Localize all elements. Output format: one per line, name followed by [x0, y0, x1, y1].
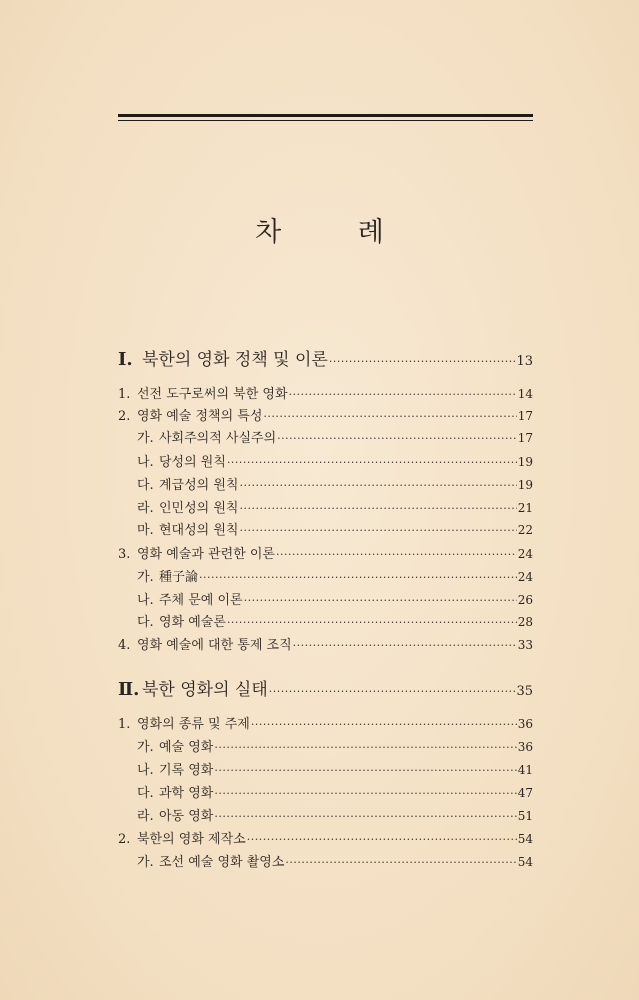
section-title: 영화 예술에 대한 통제 조직: [137, 638, 292, 653]
toc-subsection[interactable]: [118, 736, 533, 758]
part-title: 북한 영화의 실태: [142, 680, 268, 700]
dot-leader: [239, 524, 516, 537]
dot-leader: [227, 616, 517, 629]
dot-leader: [214, 787, 516, 800]
subsection-title: 조선 예술 영화 촬영소: [159, 855, 285, 870]
top-rule-thin: [118, 120, 533, 121]
page-number: 36: [517, 717, 533, 731]
dot-leader: [263, 410, 516, 423]
page-number: 17: [517, 431, 533, 445]
toc-subsection[interactable]: [118, 805, 533, 827]
page-number: 19: [517, 478, 533, 492]
section-number: 2.: [118, 832, 131, 847]
page-number: 22: [517, 523, 533, 537]
dot-leader: [329, 355, 516, 368]
toc-part[interactable]: [118, 675, 533, 703]
dot-leader: [247, 833, 517, 846]
subsection-number: 라.: [137, 809, 154, 824]
page-title: 차 례: [255, 217, 418, 248]
toc-subsection[interactable]: [118, 519, 533, 541]
dot-leader: [244, 594, 517, 607]
subsection-title: 계급성의 원칙: [159, 478, 239, 493]
subsection-number: 마.: [137, 523, 154, 538]
dot-leader: [289, 388, 517, 401]
toc-subsection[interactable]: [118, 497, 533, 519]
subsection-title: 기록 영화: [159, 763, 214, 778]
page-number: 28: [517, 615, 533, 629]
toc-section[interactable]: [118, 713, 533, 735]
toc-subsection[interactable]: [118, 759, 533, 781]
toc-subsection[interactable]: [118, 427, 533, 449]
dot-leader: [239, 479, 516, 492]
toc-subsection[interactable]: [118, 589, 533, 611]
page-number: 36: [517, 740, 533, 754]
dot-leader: [277, 432, 517, 445]
subsection-title: 영화 예술론: [159, 615, 226, 630]
section-title: 북한의 영화 제작소: [137, 832, 246, 847]
subsection-number: 나.: [137, 763, 154, 778]
section-number: 3.: [118, 547, 131, 562]
subsection-number: 가.: [137, 570, 154, 585]
subsection-number: 나.: [137, 593, 154, 608]
subsection-title: 사회주의적 사실주의: [159, 431, 277, 446]
page-number: 24: [517, 547, 533, 561]
subsection-number: 라.: [137, 501, 154, 516]
toc-part[interactable]: [118, 345, 533, 373]
toc-subsection[interactable]: [118, 851, 533, 873]
toc-subsection[interactable]: [118, 474, 533, 496]
part-title: 북한의 영화 정책 및 이론: [142, 350, 328, 370]
part-number: Ⅰ.: [118, 349, 133, 370]
page-number: 41: [517, 763, 533, 777]
page-number: 26: [517, 593, 533, 607]
page-number: 54: [517, 855, 533, 869]
dot-leader: [285, 856, 516, 869]
subsection-number: 다.: [137, 615, 154, 630]
subsection-title: 아동 영화: [159, 809, 214, 824]
dot-leader: [293, 639, 517, 652]
page-number: 47: [517, 786, 533, 800]
toc-section[interactable]: [118, 634, 533, 656]
section-title: 영화 예술과 관련한 이론: [137, 547, 275, 562]
toc-section[interactable]: [118, 383, 533, 405]
subsection-number: 가.: [137, 431, 154, 446]
page-number: 13: [516, 354, 533, 369]
subsection-title: 당성의 원칙: [159, 455, 226, 470]
page-number: 21: [517, 501, 533, 515]
dot-leader: [214, 810, 516, 823]
dot-leader: [276, 548, 517, 561]
dot-leader: [214, 741, 516, 754]
toc-subsection[interactable]: [118, 782, 533, 804]
subsection-number: 가.: [137, 855, 154, 870]
subsection-title: 과학 영화: [159, 786, 214, 801]
toc-subsection[interactable]: [118, 611, 533, 633]
page-number: 51: [517, 809, 533, 823]
page-number: 33: [517, 638, 533, 652]
dot-leader: [227, 456, 517, 469]
subsection-number: 가.: [137, 740, 154, 755]
page-number: 17: [517, 409, 533, 423]
dot-leader: [269, 685, 516, 698]
page-number: 14: [517, 387, 533, 401]
part-number: Ⅱ.: [118, 679, 140, 700]
page-number: 19: [517, 455, 533, 469]
section-number: 1.: [118, 717, 131, 732]
toc-section[interactable]: [118, 828, 533, 850]
subsection-title: 인민성의 원칙: [159, 501, 239, 516]
top-rule-thick: [118, 114, 533, 117]
section-title: 선전 도구로써의 북한 영화: [137, 387, 288, 402]
subsection-title: 種子論: [159, 570, 199, 585]
page-number: 24: [517, 570, 533, 584]
dot-leader: [199, 571, 517, 584]
page-number: 35: [516, 684, 533, 699]
subsection-title: 주체 문예 이론: [159, 593, 243, 608]
dot-leader: [239, 502, 516, 515]
section-number: 1.: [118, 387, 131, 402]
dot-leader: [214, 764, 516, 777]
subsection-number: 다.: [137, 478, 154, 493]
section-number: 2.: [118, 409, 131, 424]
subsection-number: 나.: [137, 455, 154, 470]
section-number: 4.: [118, 638, 131, 653]
subsection-title: 예술 영화: [159, 740, 214, 755]
section-title: 영화의 종류 및 주제: [137, 717, 250, 732]
page-number: 54: [517, 832, 533, 846]
dot-leader: [251, 718, 517, 731]
toc-section[interactable]: [118, 405, 533, 427]
section-title: 영화 예술 정책의 특성: [137, 409, 263, 424]
subsection-title: 현대성의 원칙: [159, 523, 239, 538]
subsection-number: 다.: [137, 786, 154, 801]
toc-section[interactable]: [118, 543, 533, 565]
toc-subsection[interactable]: [118, 566, 533, 588]
toc-subsection[interactable]: [118, 451, 533, 473]
